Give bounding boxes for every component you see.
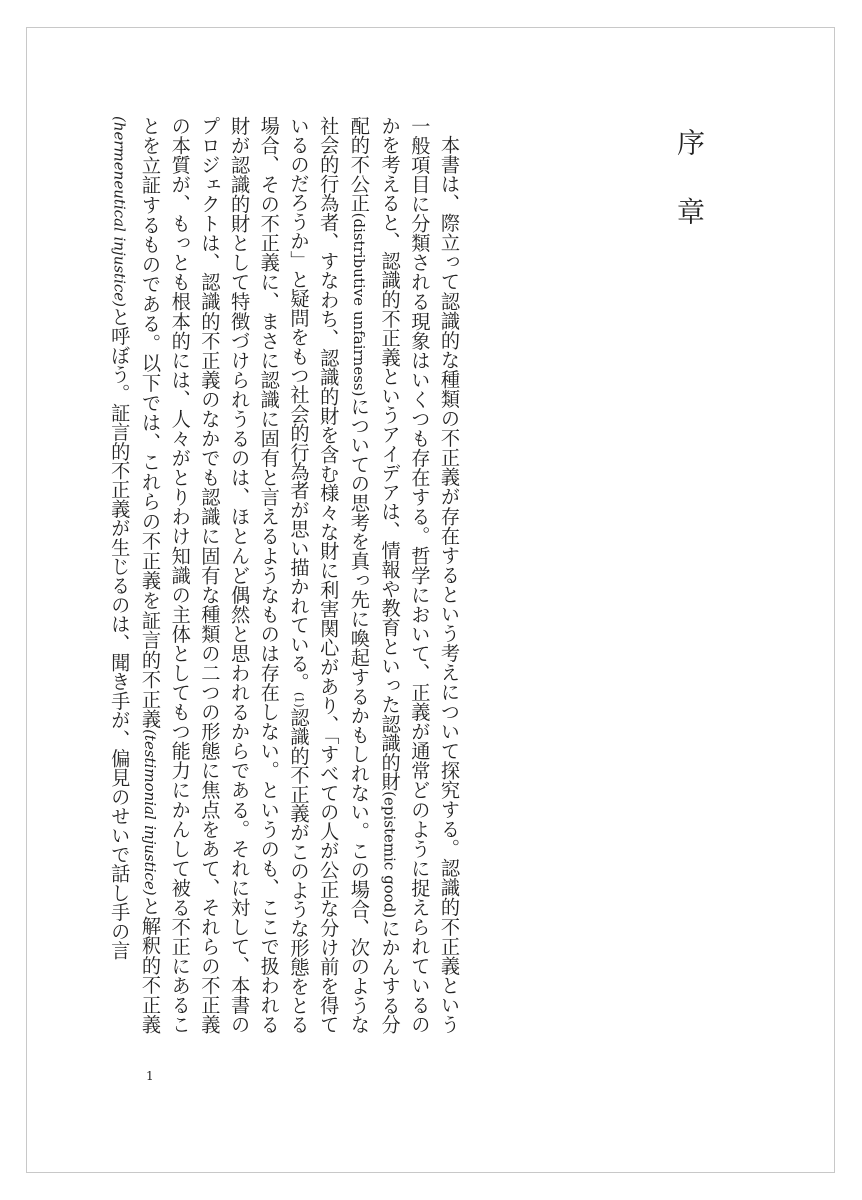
- body-text-segment: 認識的不正義がこのような形態をとる場合、その不正義に、まさに認識に固有と言えるようなものは存在しない。というのも、ここで扱われる財が認識的財として特徴づけられうるのは、ほとんど偶然と思われるからである。それに対して、本書のプロジェクトは、認識的不正義のなかでも認識に固有な種類の二つの形態に焦点をあて、それらの不正義の本質が、もっとも根本的には、人々がとりわけ知識の主体としてもつ能力にかんして被る不正にあることを立証するものである。以下では、これらの不正義を証言的不正義: [138, 116, 311, 1034]
- body-text-segment: にかんする分配的不公正: [347, 116, 402, 1035]
- body-paragraph: [104, 116, 464, 1034]
- term-epistemic-good: (epistemic good): [380, 791, 399, 919]
- chapter-title: 序 章: [673, 128, 706, 241]
- body-text-segment: と呼ぼう。証言的不正義が生じるのは、聞き手が、偏見のせいで話し手の言: [108, 307, 132, 960]
- body-text-segment: と解釈的不正義: [138, 895, 162, 1034]
- body-text: [104, 116, 464, 1034]
- body-text-segment: 本書は、際立って認識的な種類の不正義が存在するという考えについて探究する。認識的不正義という一般項目に分類される現象はいくつも存在する。哲学において、正義が通常どのように捉えられているのかを考えると、認識的不正義というアイデアは、情報や教育といった認識的財: [378, 116, 461, 1034]
- body-text-segment: についての思考を真っ先に喚起するかもしれない。この場合、次のような社会的行為者、すなわち、認識的財を含む様々な財に利害関心があり、「すべての人が公正な分け前を得ているのだろうか」と疑問をもつ社会的行為者が思い描かれている。: [287, 116, 371, 1034]
- footnote-marker: (1): [292, 692, 306, 708]
- term-hermeneutical-injustice: (hermeneutical injustice): [110, 116, 129, 308]
- term-testimonial-injustice: (testimonial injustice): [140, 729, 159, 896]
- term-distributive-unfairness: (distributive unfairness): [349, 212, 368, 397]
- page-number: 1: [146, 1069, 154, 1083]
